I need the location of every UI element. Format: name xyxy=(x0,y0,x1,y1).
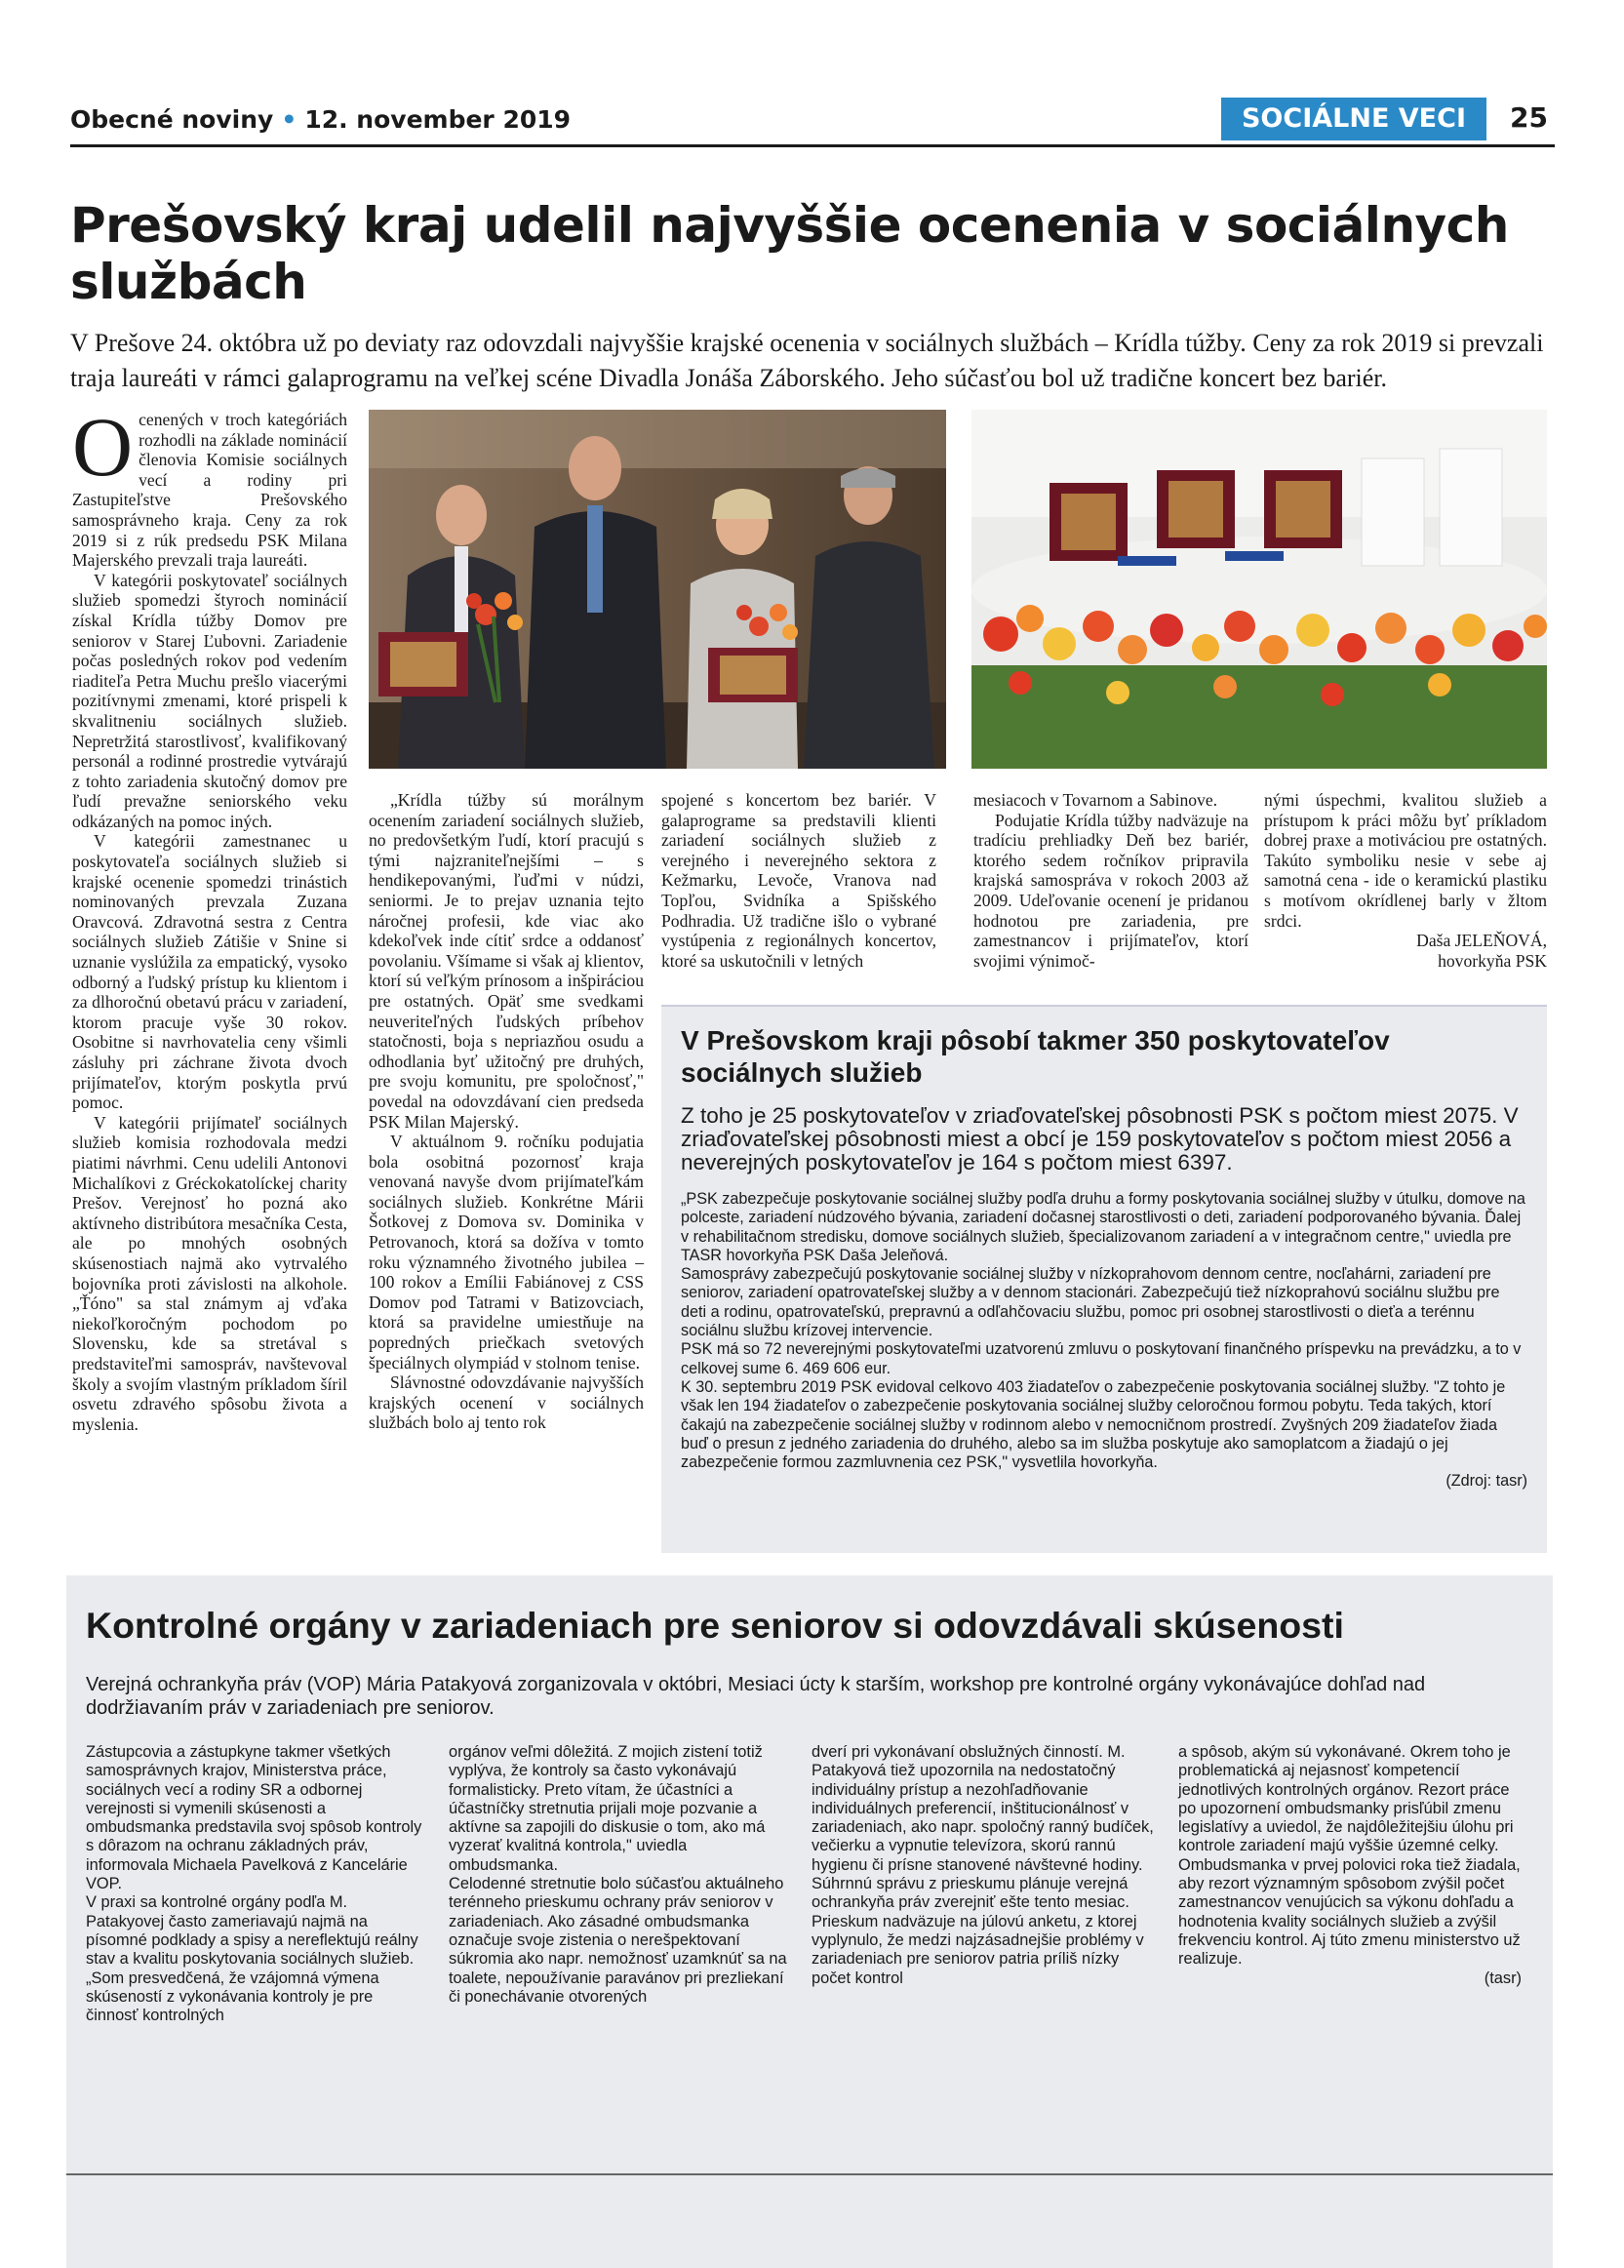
photo-laureates-image xyxy=(369,410,946,769)
article-column-1 xyxy=(72,400,347,1434)
article-paragraph: Podujatie Krídla túžby nadväzuje na tradíciu prehliadky Deň bez bariér, ktorého sedem ročníkov pripravila krajská samospráva v rokoch 2003 až 2009. Udeľovanie ocenení je pridanou hodnotou pre zariadenia, pre zamestnancov i prijímateľov, ktorí svojimi výnimoč- xyxy=(973,810,1248,971)
article-paragraph: mesiacoch v Tovarnom a Sabinove. xyxy=(973,790,1218,810)
infobox-paragraph: „PSK zabezpečuje poskytovanie sociálnej služby podľa druhu a formy poskytovania sociálnej služby v útulku, domove na polceste, zariadení núdzového bývania, zariadení dočasnej starostlivosti o deti, zariadení podporovaného bývania. Ďalej v rehabilitačnom stredisku, domove sociálnych služieb, špecializovanom zariadení a v integračnom centre," uviedla pre TASR hovorkyňa PSK Daša Jeleňová. xyxy=(681,1190,1525,1264)
photo-awards-image xyxy=(971,410,1547,769)
article-2-column-4 xyxy=(1178,1743,1522,1988)
article-lead: V Prešove 24. októbra už po deviaty raz odovzdali najvyššie krajské ocenenia v sociálnych službách – Krídla túžby. Ceny za rok 2019 si prevzali traja laureáti v rámci galaprogramu na veľkej scéne Divadla Jonáša Záborského. Jeho súčasťou bol už tradične koncert bez bariér. xyxy=(70,329,1544,392)
drop-cap: O xyxy=(72,400,134,494)
footer-rule xyxy=(66,2173,1553,2175)
page-number: 25 xyxy=(1510,101,1548,134)
masthead xyxy=(70,105,571,134)
infobox-paragraph: K 30. septembru 2019 PSK evidoval celkovo 403 žiadateľov o zabezpečenie poskytovania sociálnej služby. "Z tohto je však len 194 žiadateľov o zabezpečenie poskytovania sociálnej služby celoročnou formou pobytu. Teda takých, ktorí čakajú na zabezpečenie sociálnej služby v rodinnom alebo v nemocničnom prostredí. Zvyšných 209 žiadateľov žiada buď o presun z jedného zariadenia do druhého, alebo sa im služba poskytuje ako samoplatcom a žiadajú o jej zabezpečenie formou zazmluvnenia cez PSK," vysvetlila hovorkyňa. xyxy=(681,1377,1506,1472)
photo-award-ceremony xyxy=(369,410,946,769)
article-column-3 xyxy=(661,790,936,971)
article-2-column-1 xyxy=(86,1743,429,2025)
author-name: Daša JELEŇOVÁ, xyxy=(1416,931,1547,951)
issue-date: 12. november 2019 xyxy=(304,105,572,134)
infobox-paragraph: Samosprávy zabezpečujú poskytovanie sociálnej služby v nízkoprahovom dennom centre, nocľahárni, zariadení pre seniorov, zariadení opatrovateľskej služby a v dennom stacionári. Zabezpečujú tiež nízkoprahovú sociálnu službu pre deti a rodinu, opatrovateľskú, prepravnú a odľahčovaciu službu, pomoc pri osobnej starostlivosti o dieťa a terénnu sociálnu službu krízovej intervencie. xyxy=(681,1265,1500,1340)
article-paragraph: spojené s koncertom bez bariér. V galaprograme sa predstavili klienti zariadení sociálnych služieb z verejného i neverejného sektora z Kežmarku, Levoče, Vranova nad Topľou, Svidníka a Spišského Podhradia. Už tradične išlo o vybrané vystúpenia z regionálnych koncertov, ktoré sa uskutočnili v letných xyxy=(661,790,936,971)
header-rule xyxy=(70,144,1555,147)
publication-name: Obecné noviny xyxy=(70,105,274,134)
article-2 xyxy=(66,1575,1553,2268)
article-paragraph: Prieskum nadväzuje na júlovú anketu, z ktorej vyplynulo, že medzi najzásadnejšie problémy v zariadeniach pre seniorov patria príliš nízky počet kontrol xyxy=(812,1912,1144,1987)
article-2-lead: Verejná ochrankyňa práv (VOP) Mária Patakyová zorganizovala v októbri, Mesiaci úcty k starším, workshop pre kontrolné orgány vykonávajúce dohľad nad dodržiavaním práv v zariadeniach pre seniorov. xyxy=(86,1674,1426,1719)
article-2-source: (tasr) xyxy=(1484,1969,1522,1987)
article-paragraph: V kategórii prijímateľ sociálnych služieb komisia rozhodovala medzi piatimi návrhmi. Cenu udelili Antonovi Michalíkovi z Gréckokatolíckej charity Prešov. Verejnosť ho pozná ako aktívneho distribútora mesačníka Cesta, ale po mnohých osobných skúsenostiach najmä ako vytrvalého bojovníka proti závislosti na alkohole. „Ťóno" sa stal známym aj vďaka niekoľkoročným pochodom po Slovensku, kde sa stretával s predstaviteľmi samospráv, navštevoval školy a svojím vlastným príkladom šíril osvetu zdravého spôsobu života a myslenia. xyxy=(72,1112,347,1434)
article-2-column-3 xyxy=(812,1743,1155,1988)
infobox-providers xyxy=(661,1005,1547,1553)
article-column-2 xyxy=(369,790,644,1433)
infobox-source: (Zdroj: tasr) xyxy=(1446,1472,1527,1491)
article-column-5 xyxy=(1264,790,1547,971)
article-paragraph: dverí pri vykonávaní obslužných činností. M. Patakyová tiež upozornila na nedostatočný individuálny prístup a nezohľadňovanie individuálnych preferencií, inštitucionálnosť v zariadeniach, ako napr. spoločný ranný budíček, večierku a vypnutie televízora, skorú rannú hygienu či prísne stanovené návštevné hodiny. xyxy=(812,1743,1154,1874)
article-column-4 xyxy=(973,790,1248,971)
article-paragraph: V praxi sa kontrolné orgány podľa M. Patakyovej často zameriavajú najmä na písomné podklady a spisy a nereflektujú reálny stav a kvalitu poskytovania sociálnych služieb. „Som presvedčená, že vzájomná výmena skúseností z vykonávania kontroly je pre činnosť kontrolných xyxy=(86,1893,418,2025)
article-paragraph: nými úspechmi, kvalitou služieb a prístupom k práci môžu byť príkladom dobrej praxe a motiváciou pre ostatných. Takúto symboliku nesie v sebe aj samotná cena - ide o keramickú plastiku s motívom okrídlenej barly v žltom srdci. xyxy=(1264,790,1547,931)
infobox-paragraph: PSK má so 72 neverejnými poskytovateľmi uzatvorenú zmluvu o poskytovaní finančného príspevku na prevádzku, a to v celkovej sume 6. 469 606 eur. xyxy=(681,1340,1522,1377)
article-paragraph: Slávnostné odovzdávanie najvyšších krajských ocenení v sociálnych službách bolo aj tento rok xyxy=(369,1373,644,1433)
section-label: SOCIÁLNE VECI xyxy=(1221,98,1486,140)
article-paragraph: a spôsob, akým sú vykonávané. Okrem toho je problematická aj nejasnosť kompetencií jednotlivých kontrolných orgánov. Rezort práce po upozornení ombudsmanky prisľúbil zmenu legislatívy a uviedol, že najdôležitejšiu úlohu pri kontrole zariadení majú vyššie územné celky. Ombudsmanka v prvej polovici roka tiež žiadala, aby rezort významným spôsobom zvýšil počet zamestnancov venujúcich sa výkonu dohľadu a hodnotenia kvality sociálnych služieb a zvýšil frekvenciu kontrol. Aj túto zmenu ministerstvo už realizuje. xyxy=(1178,1743,1521,1969)
article-paragraph: Zástupcovia a zástupkyne takmer všetkých samosprávnych krajov, Ministerstva práce, sociálnych vecí a rodiny SR a odbornej verejnosti si vymenili skúsenosti a ombudsmanka predstavila svoj spôsob kontroly s dôrazom na ochranu základných práv, informovala Michaela Pavelková z Kancelárie VOP. xyxy=(86,1743,422,1893)
infobox-body xyxy=(681,1190,1527,1492)
article-paragraph: V aktuálnom 9. ročníku podujatia bola osobitná pozornosť kraja venovaná navyše dvom prijímateľkám sociálnych služieb. Konkrétne Márii Šotkovej z Domova sv. Dominika v Petrovanoch, ktorá sa dožíva v tomto roku významného životného jubilea – 100 rokov a Emílii Fabiánovej z CSS Domov pod Tatrami v Batizovciach, ktorá sa pravidelne umiestňuje na popredných priečkach svetových špeciálnych olympiád v stolnom tenise. xyxy=(369,1132,644,1373)
article-paragraph: Celodenné stretnutie bolo súčasťou aktuálneho terénneho prieskumu ochrany práv seniorov v zariadeniach. Ako zásadné ombudsmanka označuje svoje zistenia o nerešpektovaní súkromia ako napr. nemožnosť uzamknúť sa na toalete, nepoužívanie paravánov pri prezliekaní či ponechávanie otvorených xyxy=(449,1875,787,2006)
separator-dot-icon: • xyxy=(281,105,297,134)
article-2-headline: Kontrolné orgány v zariadeniach pre seniorov si odovzdávali skúsenosti xyxy=(86,1605,1344,1646)
article-headline: Prešovský kraj udelil najvyššie ocenenia v sociálnych službách xyxy=(70,197,1509,310)
infobox-title: V Prešovskom kraji pôsobí takmer 350 poskytovateľov sociálnych služieb xyxy=(681,1025,1390,1088)
infobox-summary: Z toho je 25 poskytovateľov v zriaďovateľskej pôsobnosti PSK s počtom miest 2075. V zriaďovateľskej pôsobnosti miest a obcí je 159 poskytovateľov s počtom miest 2056 a neverejných poskytovateľov je 164 s počtom miest 6397. xyxy=(681,1103,1519,1174)
article-paragraph: „Krídla túžby sú morálnym ocenením zariadení sociálnych služieb, no predovšetkým ľudí, ktorí pracujú s tými najzraniteľnejšími – s hendikepovanými, ľuďmi v núdzi, seniormi. Je to prejav uznania tejto náročnej profesii, kde viac ako kdekoľvek inde cítiť srdce a oddanosť povolaniu. Všímame si však aj klientov, ktorí sú veľkým prínosom a inšpiráciou pre ostatných. Opäť sme svedkami neuveriteľných ľudských príbehov statočnosti, boja s nepriazňou osudu a odhodlania byť užitočný pre druhých, pre svoju komunitu, pre spoločnosť," povedal na odovzdávaní cien predseda PSK Milan Majerský. xyxy=(369,790,644,1132)
article-paragraph: V kategórii zamestnanec u poskytovateľa sociálnych služieb si krajské ocenenie spomedzi trinástich nominovaných prevzala Zuzana Oravcová. Zdravotná sestra z Centra sociálnych služieb Zátišie v Snine si uznanie vyslúžila za empatický, vysoko odborný a ľudský prístup ku klientom i za dlhoročnú obetavú prácu v zariadení, ktorom pracuje vyše 30 rokov. Osobitne si navrhovatelia ceny všimli zásluhy pri záchrane života dvoch prijímateľov, ktorým poskytla prvú pomoc. xyxy=(72,831,347,1113)
photo-awards-table xyxy=(971,410,1547,769)
article-paragraph: orgánov veľmi dôležitá. Z mojich zistení totiž vyplýva, že kontroly sa často vykonávajú formalisticky. Preto vítam, že účastníci a účastníčky stretnutia prijali moje pozvanie a aktívne sa zapojili do diskusie o tom, ako má vyzerať kvalitná kontrola," uviedla ombudsmanka. xyxy=(449,1743,766,1874)
article-paragraph: Súhrnnú správu z prieskumu plánuje verejná ochrankyňa práv zverejniť ešte tento mesiac. xyxy=(812,1875,1129,1912)
author-role: hovorkyňa PSK xyxy=(1438,950,1547,971)
article-paragraph: V kategórii poskytovateľ sociálnych služieb spomedzi štyroch nominácií získal Krídla túžby Domov pre seniorov v Starej Ľubovni. Zariadenie počas posledných rokov pod vedením riaditeľa Petra Muchu prešlo viacerými pozitívnymi zmenami, ktoré prispeli k skvalitneniu sociálnych služieb. Nepretržitá starostlivosť, kvalifikovaný personál a rodinné prostredie vytvárajú z tohto zariadenia skutočný domov pre ľudí prevažne seniorského veku odkázaných na pomoc iných. xyxy=(72,570,347,831)
article-paragraph: Ocenených v troch kategóriách rozhodli na základe nominácií členovia Komisie sociálnych vecí a rodiny pri Zastupiteľstve Prešovského samosprávneho kraja. Ceny za rok 2019 si z rúk predsedu PSK Milana Majerského prevzali traja laureáti. xyxy=(72,400,347,571)
article-2-column-2 xyxy=(449,1743,792,2007)
